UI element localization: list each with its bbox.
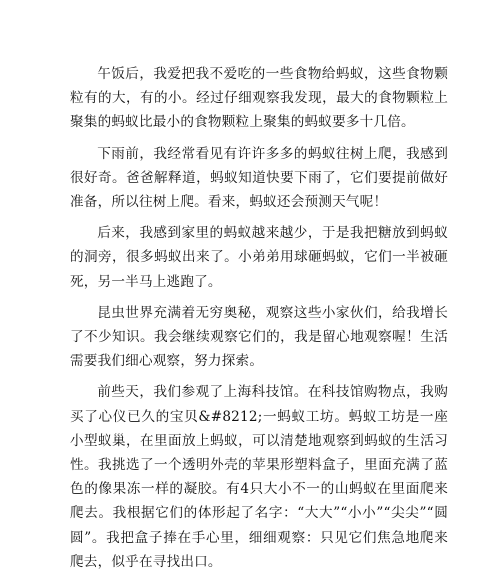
paragraph-4: 昆虫世界充满着无穷奥秘，观察这些小家伙们，给我增长了不少知识。我会继续观察它们的，我是留心地观察喔！生活需要我们细心观察，努力探索。	[70, 304, 448, 370]
paragraph-3: 后来，我感到家里的蚂蚁越来越少，于是我把糖放到蚂蚁的洞旁，很多蚂蚁出来了。小弟弟用球砸蚂蚁，它们一半被砸死，另一半马上逃跑了。	[70, 225, 448, 290]
paragraph-2: 下雨前，我经常看见有许许多多的蚂蚁往树上爬，我感到很好奇。爸爸解释道，蚂蚁知道快要下雨了，它们要提前做好准备，所以往树上爬。看来，蚂蚁还会预测天气呢！	[70, 145, 448, 211]
paragraph-1: 午饭后，我爱把我不爱吃的一些食物给蚂蚁，这些食物颗粒有的大，有的小。经过仔细观察我发现，最大的食物颗粒上聚集的蚂蚁比最小的食物颗粒上聚集的蚂蚁要多十几倍。	[70, 66, 448, 131]
paragraph-5: 前些天，我们参观了上海科技馆。在科技馆购物点，我购买了心仪已久的宝贝&#8212;一蚂蚁工坊。蚂蚁工坊是一座小型蚁巢，在里面放上蚂蚁，可以清楚地观察到蚂蚁的生活习性。我挑选了一个透明外壳的苹果形塑料盒子，里面充满了蓝色的像果冻一样的凝胶。有4只大小不一的山蚂蚁在里面爬来爬去。我根据它们的体形起了名字：“大大”“小小”“尖尖”“圆圆”。我把盒子捧在手心里，细细观察：只见它们焦急地爬来爬去，似乎在寻找出口。	[70, 384, 448, 570]
document-body	[70, 62, 448, 574]
